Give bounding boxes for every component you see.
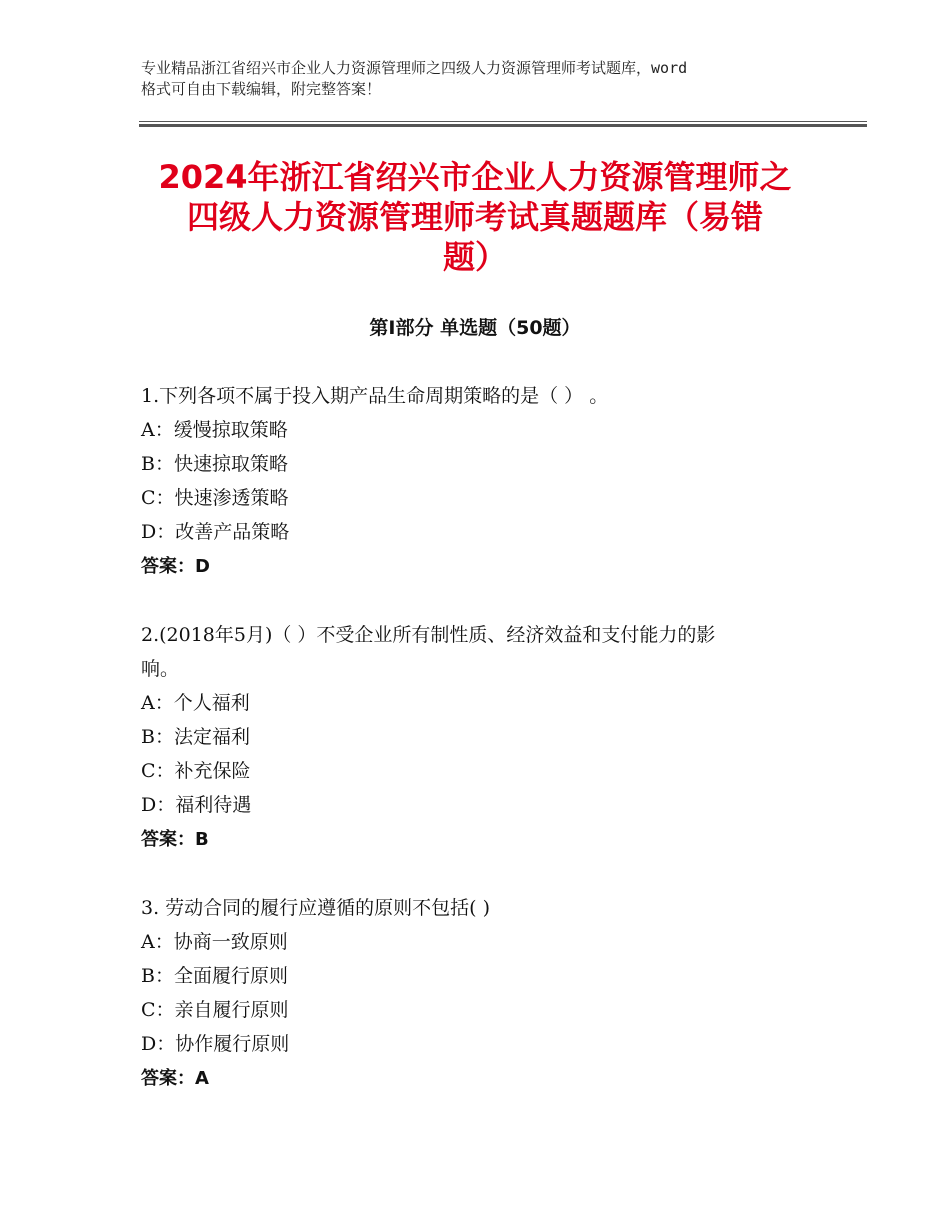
title-line: 题） xyxy=(442,238,507,276)
answer: 答案：D xyxy=(141,556,210,577)
option-c: C：快速渗透策略 xyxy=(141,487,289,509)
option-c: C：亲自履行原则 xyxy=(141,999,289,1021)
answer: 答案：A xyxy=(141,1068,209,1089)
option-c: C：补充保险 xyxy=(141,760,251,782)
option-a: A：缓慢掠取策略 xyxy=(141,419,288,441)
header-note-line: 格式可自由下载编辑，附完整答案！ xyxy=(141,80,382,98)
section-heading: 第Ⅰ部分 单选题（50题） xyxy=(369,317,581,339)
question-stem: 2.(2018年5月)（ ）不受企业所有制性质、经济效益和支付能力的影 xyxy=(141,624,716,646)
header-note xyxy=(141,58,821,100)
header-divider-thick xyxy=(139,124,867,127)
option-d: D：福利待遇 xyxy=(141,794,252,816)
title-line: 2024年浙江省绍兴市企业人力资源管理师之 xyxy=(158,158,792,196)
option-b: B：快速掠取策略 xyxy=(141,453,288,475)
option-a: A：个人福利 xyxy=(141,692,250,714)
question-stem: 1.下列各项不属于投入期产品生命周期策略的是（ ） 。 xyxy=(141,385,609,407)
header-note-line: 专业精品浙江省绍兴市企业人力资源管理师之四级人力资源管理师考试题库，word xyxy=(141,59,688,77)
option-b: B：法定福利 xyxy=(141,726,250,748)
option-d: D：协作履行原则 xyxy=(141,1033,290,1055)
answer: 答案：B xyxy=(141,829,209,850)
document-title xyxy=(130,157,820,277)
header-divider xyxy=(139,121,867,122)
question-stem-continued: 响。 xyxy=(141,658,180,680)
option-a: A：协商一致原则 xyxy=(141,931,288,953)
title-line: 四级人力资源管理师考试真题题库（易错 xyxy=(186,198,763,236)
question-stem: 3. 劳动合同的履行应遵循的原则不包括( ) xyxy=(141,897,491,919)
option-b: B：全面履行原则 xyxy=(141,965,288,987)
option-d: D：改善产品策略 xyxy=(141,521,290,543)
